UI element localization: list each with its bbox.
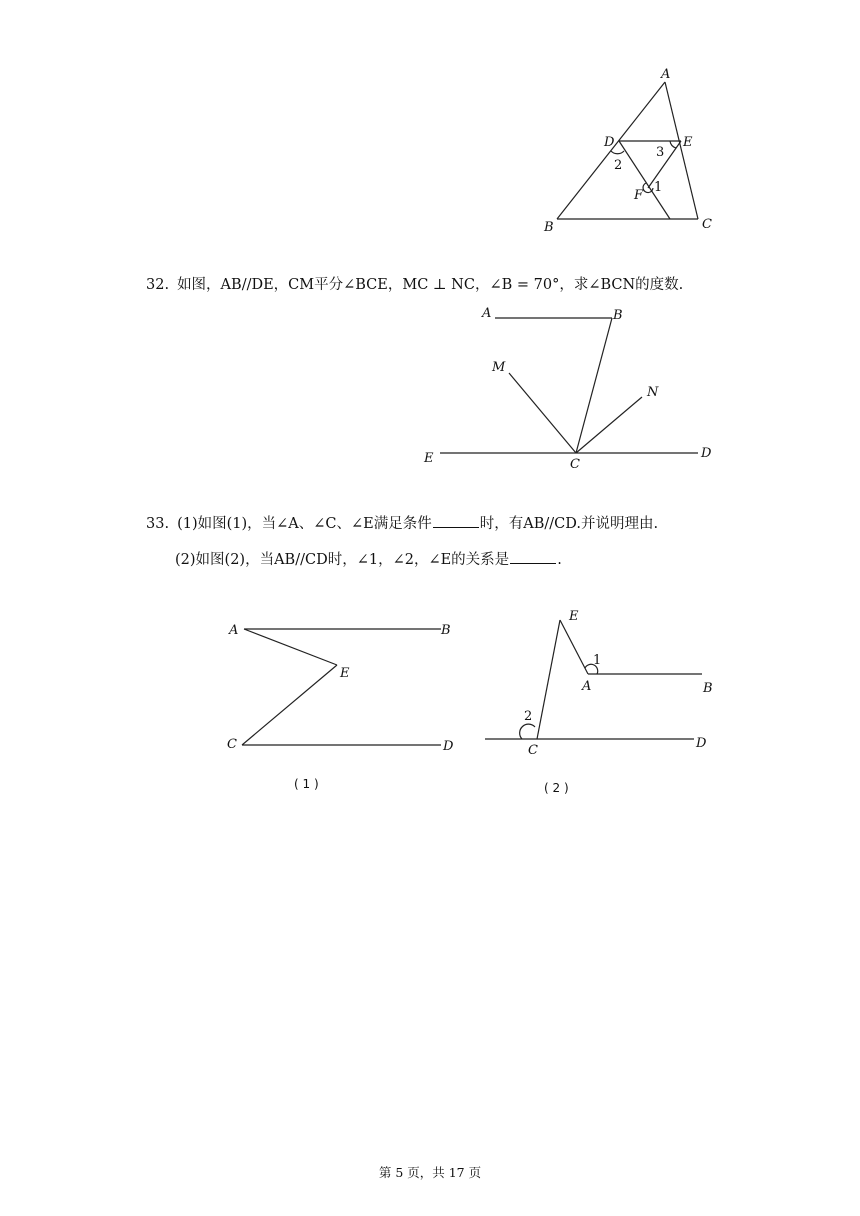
label-b: B xyxy=(544,220,554,235)
label-c: C xyxy=(702,217,712,232)
question-number: 32. xyxy=(146,277,170,293)
label-c: C xyxy=(227,737,237,752)
segment-ce xyxy=(537,620,560,739)
label-a: A xyxy=(661,67,671,82)
figure-caption: ( 1 ) xyxy=(294,777,319,791)
part1-text-after: 时，有AB//CD.并说明理由. xyxy=(479,516,659,532)
label-e: E xyxy=(424,451,434,466)
label-c: C xyxy=(570,457,580,472)
segment-ea xyxy=(560,620,588,674)
label-c: C xyxy=(528,743,538,758)
angle-2-label: 2 xyxy=(524,709,533,724)
question-number: 33. xyxy=(146,516,170,532)
figure-33-1 xyxy=(227,623,454,791)
page-footer: 第 5 页，共 17 页 xyxy=(378,1165,482,1180)
label-a: A xyxy=(482,306,492,321)
label-a: A xyxy=(582,679,592,694)
part1-text-before: (1)如图(1)，当∠A、∠C、∠E满足条件 xyxy=(177,516,432,532)
label-e: E xyxy=(340,666,350,681)
question-text: 如图，AB//DE，CM平分∠BCE，MC ⊥ NC，∠B = 70°，求∠BCN的度数. xyxy=(177,277,684,293)
angle-1-label: 1 xyxy=(654,180,663,195)
label-d: D xyxy=(443,739,454,754)
part2-text-before: (2)如图(2)，当AB//CD时，∠1，∠2，∠E的关系是 xyxy=(175,552,510,568)
label-d: D xyxy=(701,446,712,461)
label-a: A xyxy=(229,623,239,638)
label-m: M xyxy=(492,360,506,375)
label-b: B xyxy=(441,623,451,638)
figure-caption: ( 2 ) xyxy=(544,781,569,795)
label-e: E xyxy=(569,609,579,624)
label-e: E xyxy=(683,135,693,150)
angle-3-label: 3 xyxy=(656,145,665,160)
segment-ec xyxy=(242,665,337,745)
angle-1-label: 1 xyxy=(593,653,602,668)
figure-33-2 xyxy=(485,609,713,795)
angle-2-arc xyxy=(520,724,535,739)
label-b: B xyxy=(613,308,623,323)
label-d: D xyxy=(604,135,615,150)
label-n: N xyxy=(647,385,659,400)
angle-2-label: 2 xyxy=(614,158,623,173)
label-d: D xyxy=(696,736,707,751)
segment-ae xyxy=(244,629,337,665)
label-f: F xyxy=(634,188,644,203)
part2-text-after: . xyxy=(557,552,562,568)
label-b: B xyxy=(703,681,713,696)
